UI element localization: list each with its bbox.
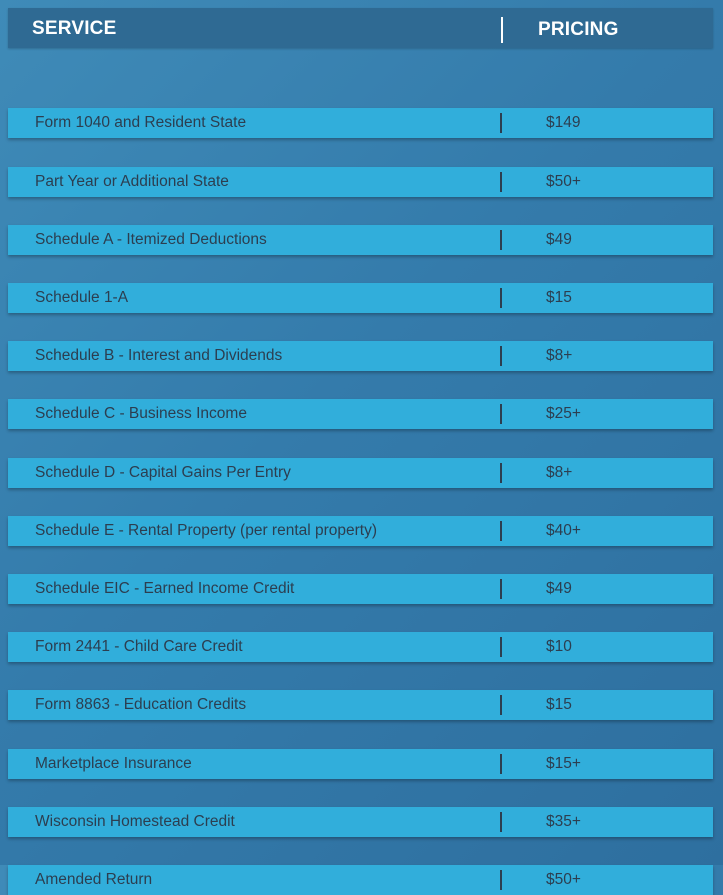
service-price: $49 (546, 580, 572, 597)
service-name: Amended Return (35, 871, 153, 888)
service-name: Schedule B - Interest and Dividends (35, 347, 283, 364)
row-divider (500, 346, 502, 366)
service-name: Part Year or Additional State (35, 173, 229, 190)
row-divider (500, 521, 502, 541)
service-price: $15+ (546, 755, 581, 772)
service-price: $15 (546, 289, 572, 306)
table-row (8, 341, 713, 371)
table-row (8, 632, 713, 662)
table-row (8, 167, 713, 197)
service-price: $50+ (546, 173, 581, 190)
row-divider (500, 579, 502, 599)
table-row (8, 516, 713, 546)
row-divider (500, 812, 502, 832)
service-name: Form 1040 and Resident State (35, 114, 247, 131)
table-header (8, 8, 713, 48)
service-name: Form 2441 - Child Care Credit (35, 638, 243, 655)
row-divider (500, 754, 502, 774)
row-divider (500, 113, 502, 133)
row-divider (500, 463, 502, 483)
service-price: $35+ (546, 813, 581, 830)
service-price: $49 (546, 231, 572, 248)
table-row (8, 283, 713, 313)
row-divider (500, 695, 502, 715)
table-row (8, 807, 713, 837)
row-divider (500, 288, 502, 308)
table-row (8, 458, 713, 488)
service-price: $149 (546, 114, 581, 131)
service-name: Schedule 1-A (35, 289, 129, 306)
row-divider (500, 637, 502, 657)
service-name: Schedule A - Itemized Deductions (35, 231, 267, 248)
service-name: Schedule C - Business Income (35, 405, 247, 422)
service-column-header: SERVICE (32, 18, 117, 39)
service-name: Marketplace Insurance (35, 755, 192, 772)
table-row (8, 690, 713, 720)
service-name: Form 8863 - Education Credits (35, 696, 247, 713)
service-price: $8+ (546, 464, 573, 481)
service-price: $10 (546, 638, 572, 655)
service-price: $8+ (546, 347, 573, 364)
table-row (8, 108, 713, 138)
service-price: $15 (546, 696, 572, 713)
service-name: Schedule D - Capital Gains Per Entry (35, 464, 291, 481)
service-name: Schedule EIC - Earned Income Credit (35, 580, 295, 597)
table-row (8, 865, 713, 895)
service-price: $40+ (546, 522, 581, 539)
table-row (8, 574, 713, 604)
service-price: $50+ (546, 871, 581, 888)
row-divider (500, 870, 502, 890)
row-divider (500, 404, 502, 424)
service-price: $25+ (546, 405, 581, 422)
service-name: Wisconsin Homestead Credit (35, 813, 235, 830)
pricing-table (8, 8, 713, 888)
table-row (8, 399, 713, 429)
table-row (8, 225, 713, 255)
service-name: Schedule E - Rental Property (per rental property) (35, 522, 378, 539)
table-row (8, 749, 713, 779)
header-divider (501, 17, 503, 43)
pricing-column-header: PRICING (538, 19, 619, 40)
row-divider (500, 230, 502, 250)
row-divider (500, 172, 502, 192)
